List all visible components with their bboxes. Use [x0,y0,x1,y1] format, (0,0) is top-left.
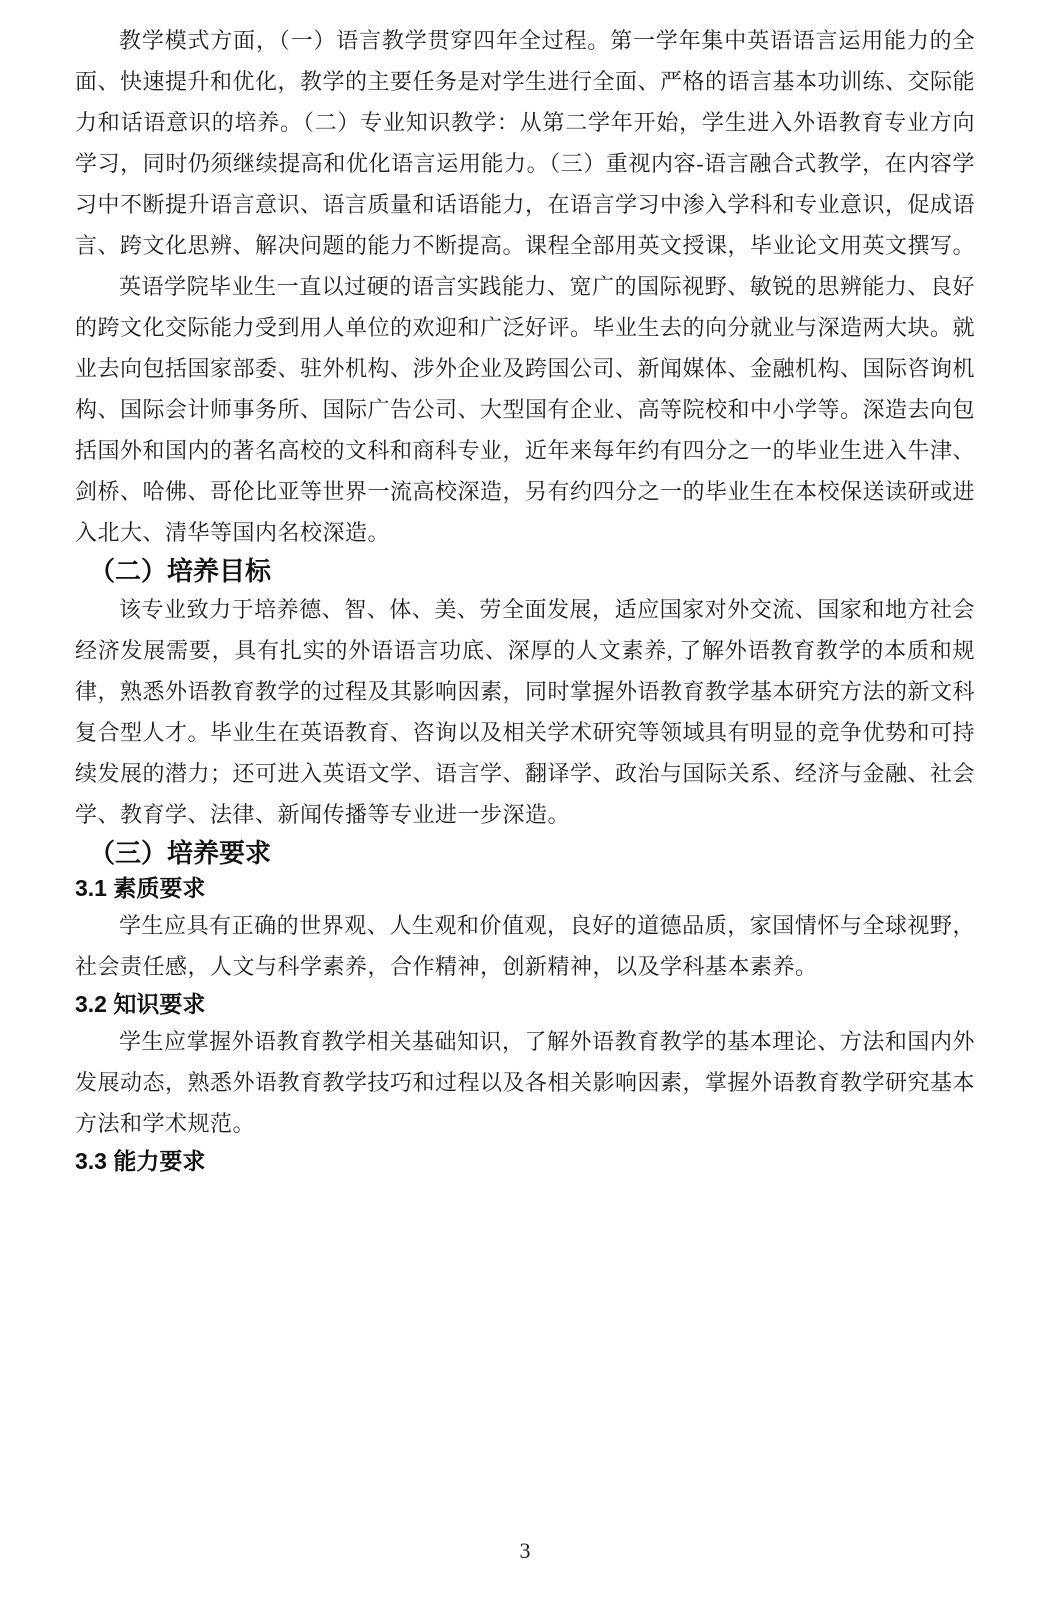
heading-quality-requirements: 3.1 素质要求 [75,875,206,901]
page-number: 3 [519,1538,531,1563]
heading-knowledge-requirements: 3.2 知识要求 [75,991,206,1017]
heading-ability-requirements: 3.3 能力要求 [75,1148,206,1174]
paragraph-teaching-mode: 教学模式方面，（一）语言教学贯穿四年全过程。第一学年集中英语语言运用能力的全面、快速提升和优化，教学的主要任务是对学生进行全面、严格的语言基本功训练、交际能力和话语意识的培养。（二）专业知识教学：从第二学年开始，学生进入外语教育专业方向学习，同时仍须继续提高和优化语言运用能力。（三）重视内容-语言融合式教学，在内容学习中不断提升语言意识、语言质量和话语能力，在语言学习中渗入学科和专业意识，促成语言、跨文化思辨、解决问题的能力不断提高。课程全部用英文授课，毕业论文用英文撰写。 [75,28,976,258]
document-content [75,20,975,1178]
paragraph-graduates: 英语学院毕业生一直以过硬的语言实践能力、宽广的国际视野、敏锐的思辨能力、良好的跨文化交际能力受到用人单位的欢迎和广泛好评。毕业生去的向分就业与深造两大块。就业去向包括国家部委、驻外机构、涉外企业及跨国公司、新闻媒体、金融机构、国际咨询机构、国际会计师事务所、国际广告公司、大型国有企业、高等院校和中小学等。深造去向包括国外和国内的著名高校的文科和商科专业，近年来每年约有四分之一的毕业生进入牛津、剑桥、哈佛、哥伦比亚等世界一流高校深造，另有约四分之一的毕业生在本校保送读研或进入北大、清华等国内名校深造。 [75,274,976,545]
paragraph-training-objectives: 该专业致力于培养德、智、体、美、劳全面发展，适应国家对外交流、国家和地方社会经济发展需要，具有扎实的外语语言功底、深厚的人文素养, 了解外语教育教学的本质和规律，熟悉外语教育教学的过程及其影响因素，同时掌握外语教育教学基本研究方法的新文科复合型人才。毕业生在英语教育、咨询以及相关学术研究等领域具有明显的竞争优势和可持续发展的潜力；还可进入英语文学、语言学、翻译学、政治与国际关系、经济与金融、社会学、教育学、法律、新闻传播等专业进一步深造。 [75,597,976,827]
paragraph-knowledge-requirements: 学生应掌握外语教育教学相关基础知识，了解外语教育教学的基本理论、方法和国内外发展动态，熟悉外语教育教学技巧和过程以及各相关影响因素，掌握外语教育教学研究基本方法和学术规范。 [75,1029,976,1136]
heading-training-objectives: （二）培养目标 [89,556,272,586]
paragraph-quality-requirements: 学生应具有正确的世界观、人生观和价值观，良好的道德品质，家国情怀与全球视野，社会责任感，人文与科学素养，合作精神，创新精神，以及学科基本素养。 [75,913,975,979]
heading-training-requirements: （三）培养要求 [89,838,272,868]
